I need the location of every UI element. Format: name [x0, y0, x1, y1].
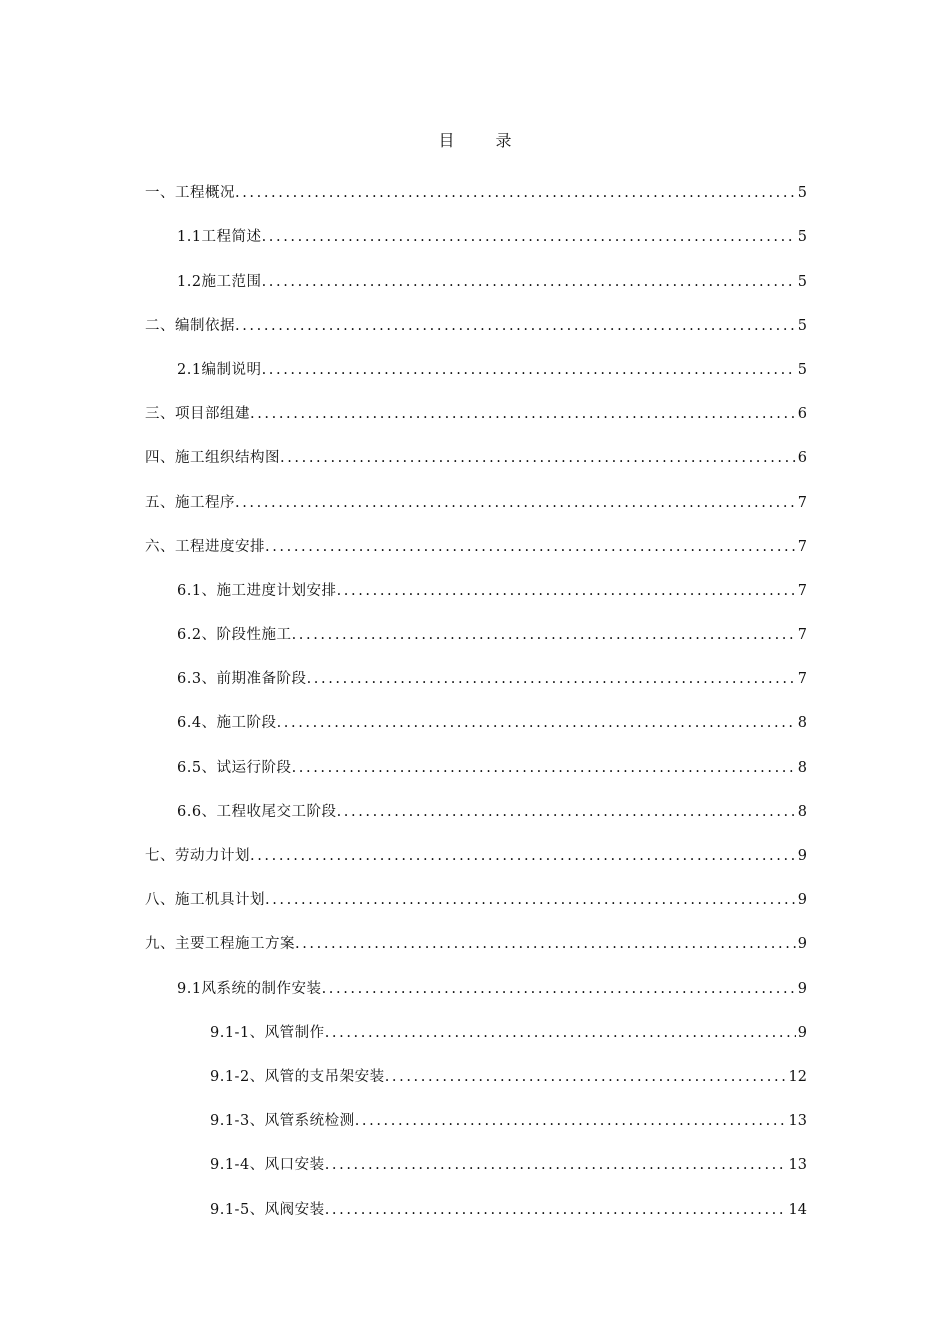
toc-entry-page: 7: [797, 671, 807, 688]
toc-entry-text: 6.1、施工进度计划安排: [177, 582, 337, 599]
toc-entry-page: 9: [797, 936, 807, 953]
toc-entry-page: 7: [797, 627, 807, 644]
toc-leader-dots: [322, 978, 796, 1000]
toc-leader-dots: [235, 182, 796, 204]
toc-entry-text: 二、编制依据: [145, 317, 235, 334]
toc-entry-text: 1.1工程简述: [177, 229, 262, 246]
toc-entry-page: 9: [797, 848, 807, 864]
toc-entry[interactable]: [145, 525, 807, 569]
toc-entry-page: 14: [788, 1201, 807, 1218]
toc-entry-text: 1.2施工范围: [177, 273, 262, 290]
toc-title: 目 录: [438, 131, 530, 150]
toc-entry-text: 五、施工程序: [145, 494, 235, 511]
toc-entry[interactable]: [145, 745, 807, 789]
toc-entry[interactable]: [145, 480, 807, 524]
toc-leader-dots: [265, 536, 796, 558]
toc-entry-text: 一、工程概况: [145, 185, 235, 202]
toc-entry-page: 12: [788, 1068, 807, 1085]
toc-entry-page: 9: [797, 892, 807, 909]
toc-leader-dots: [295, 933, 796, 955]
toc-entry-text: 七、劳动力计划: [145, 848, 250, 864]
toc-entry-page: 8: [797, 803, 807, 820]
toc-entry-page: 9: [797, 1024, 807, 1041]
toc-entry[interactable]: [145, 834, 807, 878]
toc-leader-dots: [277, 712, 796, 734]
toc-entry[interactable]: [145, 878, 807, 922]
toc-leader-dots: [385, 1066, 787, 1088]
toc-entry-text: 9.1-1、风管制作: [210, 1024, 325, 1041]
toc-entry[interactable]: [145, 259, 807, 303]
toc-leader-dots: [262, 226, 796, 248]
toc-entry-text: 9.1风系统的制作安装: [177, 980, 322, 997]
toc-entry-page: 6: [797, 406, 807, 423]
toc-leader-dots: [292, 624, 796, 646]
toc-leader-dots: [337, 580, 796, 602]
toc-entry[interactable]: [145, 569, 807, 613]
toc-entry-text: 六、工程进度安排: [145, 538, 265, 555]
toc-entry-page: 8: [797, 759, 807, 776]
toc-entry[interactable]: [145, 657, 807, 701]
toc-entry[interactable]: [145, 1055, 807, 1099]
toc-entry-page: 7: [797, 582, 807, 599]
toc-entry[interactable]: [145, 304, 807, 348]
toc-entry-text: 6.4、施工阶段: [177, 715, 277, 732]
toc-entry-page: 9: [797, 980, 807, 997]
toc-entry-text: 6.6、工程收尾交工阶段: [177, 803, 337, 820]
toc-entry[interactable]: [145, 392, 807, 436]
toc-entry-text: 三、项目部组建: [145, 406, 250, 423]
toc-entry-page: 7: [797, 494, 807, 511]
toc-leader-dots: [235, 492, 796, 514]
toc-entry[interactable]: [145, 613, 807, 657]
toc-leader-dots: [355, 1110, 787, 1132]
toc-leader-dots: [262, 271, 796, 293]
toc-leader-dots: [280, 447, 796, 469]
toc-leader-dots: [307, 668, 796, 690]
toc-entry-page: 5: [797, 317, 807, 334]
toc-list: [145, 171, 807, 1232]
toc-entry[interactable]: [145, 1099, 807, 1143]
toc-entry-text: 9.1-2、风管的支吊架安装: [210, 1068, 385, 1085]
toc-entry-text: 6.2、阶段性施工: [177, 627, 292, 644]
toc-entry[interactable]: [145, 1011, 807, 1055]
toc-entry[interactable]: [145, 966, 807, 1010]
toc-leader-dots: [262, 359, 796, 381]
toc-entry[interactable]: [145, 348, 807, 392]
toc-leader-dots: [325, 1199, 787, 1221]
toc-entry[interactable]: [145, 701, 807, 745]
toc-leader-dots: [325, 1022, 796, 1044]
toc-entry-page: 5: [797, 229, 807, 246]
toc-entry-page: 5: [797, 185, 807, 202]
toc-leader-dots: [250, 403, 796, 425]
toc-leader-dots: [325, 1154, 787, 1176]
toc-leader-dots: [235, 315, 796, 337]
toc-entry-text: 9.1-5、风阀安装: [210, 1201, 325, 1218]
toc-entry-text: 九、主要工程施工方案: [145, 936, 295, 953]
toc-entry[interactable]: [145, 1143, 807, 1187]
toc-entry-page: 13: [788, 1113, 807, 1130]
toc-entry-page: 8: [797, 715, 807, 732]
toc-entry[interactable]: [145, 436, 807, 480]
toc-leader-dots: [250, 845, 796, 867]
toc-entry-text: 2.1编制说明: [177, 361, 262, 378]
toc-entry[interactable]: [145, 171, 807, 215]
toc-entry[interactable]: [145, 1187, 807, 1231]
toc-entry-text: 四、施工组织结构图: [145, 450, 280, 467]
toc-entry-text: 9.1-4、风口安装: [210, 1157, 325, 1174]
toc-entry-text: 八、施工机具计划: [145, 892, 265, 909]
toc-entry-text: 9.1-3、风管系统检测: [210, 1113, 355, 1130]
toc-entry-page: 6: [797, 450, 807, 467]
toc-entry-page: 5: [797, 361, 807, 378]
toc-entry-page: 13: [788, 1157, 807, 1174]
toc-leader-dots: [337, 801, 796, 823]
toc-leader-dots: [265, 889, 796, 911]
toc-entry[interactable]: [145, 922, 807, 966]
toc-entry[interactable]: [145, 215, 807, 259]
toc-entry[interactable]: [145, 790, 807, 834]
toc-entry-page: 5: [797, 273, 807, 290]
toc-entry-text: 6.5、试运行阶段: [177, 759, 292, 776]
toc-entry-text: 6.3、前期准备阶段: [177, 671, 307, 688]
toc-entry-page: 7: [797, 538, 807, 555]
toc-leader-dots: [292, 757, 796, 779]
